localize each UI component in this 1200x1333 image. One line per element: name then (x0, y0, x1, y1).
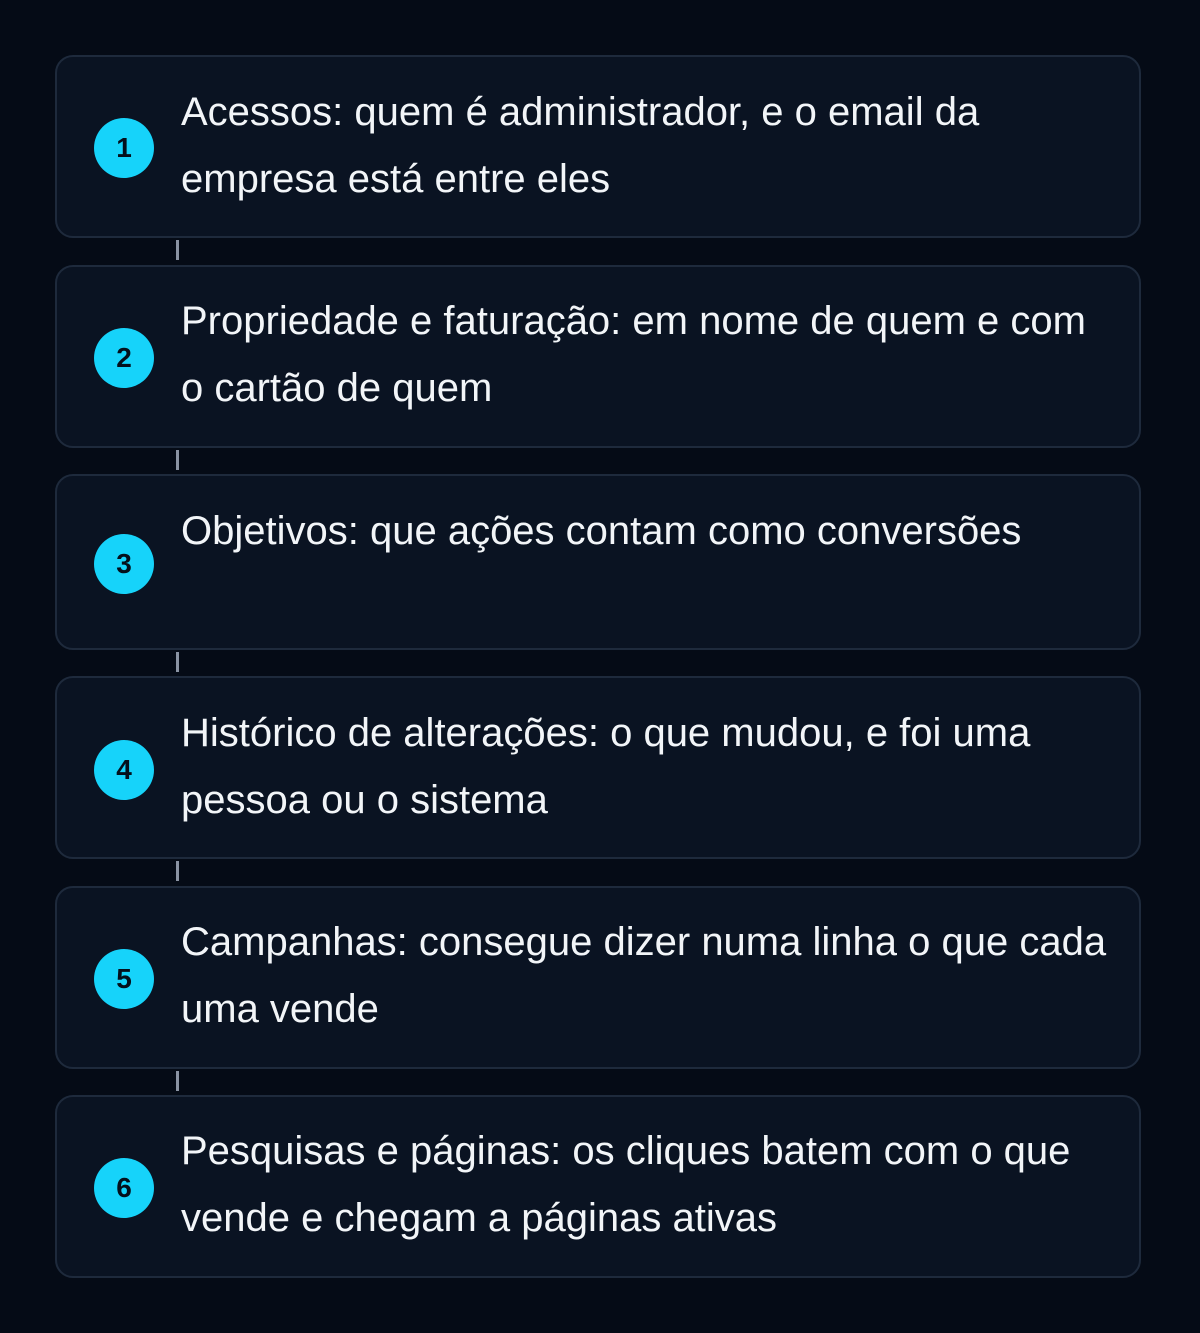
step-number-badge: 4 (94, 740, 154, 800)
step-text: Propriedade e faturação: em nome de quem e com o cartão de quem (181, 299, 1086, 410)
step-number-badge: 3 (94, 534, 154, 594)
step-number-badge: 6 (94, 1158, 154, 1218)
step-card-2 (55, 265, 1141, 448)
step-number-badge: 5 (94, 949, 154, 1009)
step-connector (176, 450, 179, 470)
step-card-4 (55, 676, 1141, 859)
step-text: Objetivos: que ações contam como conversões (181, 509, 1022, 553)
step-text: Acessos: quem é administrador, e o email da empresa está entre eles (181, 90, 980, 201)
step-connector (176, 861, 179, 881)
step-number-badge: 2 (94, 328, 154, 388)
step-text: Pesquisas e páginas: os cliques batem com o que vende e chegam a páginas ativas (181, 1129, 1071, 1240)
step-card-1 (55, 55, 1141, 238)
step-connector (176, 652, 179, 672)
step-text: Campanhas: consegue dizer numa linha o que cada uma vende (181, 920, 1107, 1031)
step-connector (176, 240, 179, 260)
step-connector (176, 1071, 179, 1091)
step-card-5 (55, 886, 1141, 1069)
step-text: Histórico de alterações: o que mudou, e foi uma pessoa ou o sistema (181, 711, 1031, 822)
step-card-6 (55, 1095, 1141, 1278)
step-number-badge: 1 (94, 118, 154, 178)
step-card-3 (55, 474, 1141, 650)
